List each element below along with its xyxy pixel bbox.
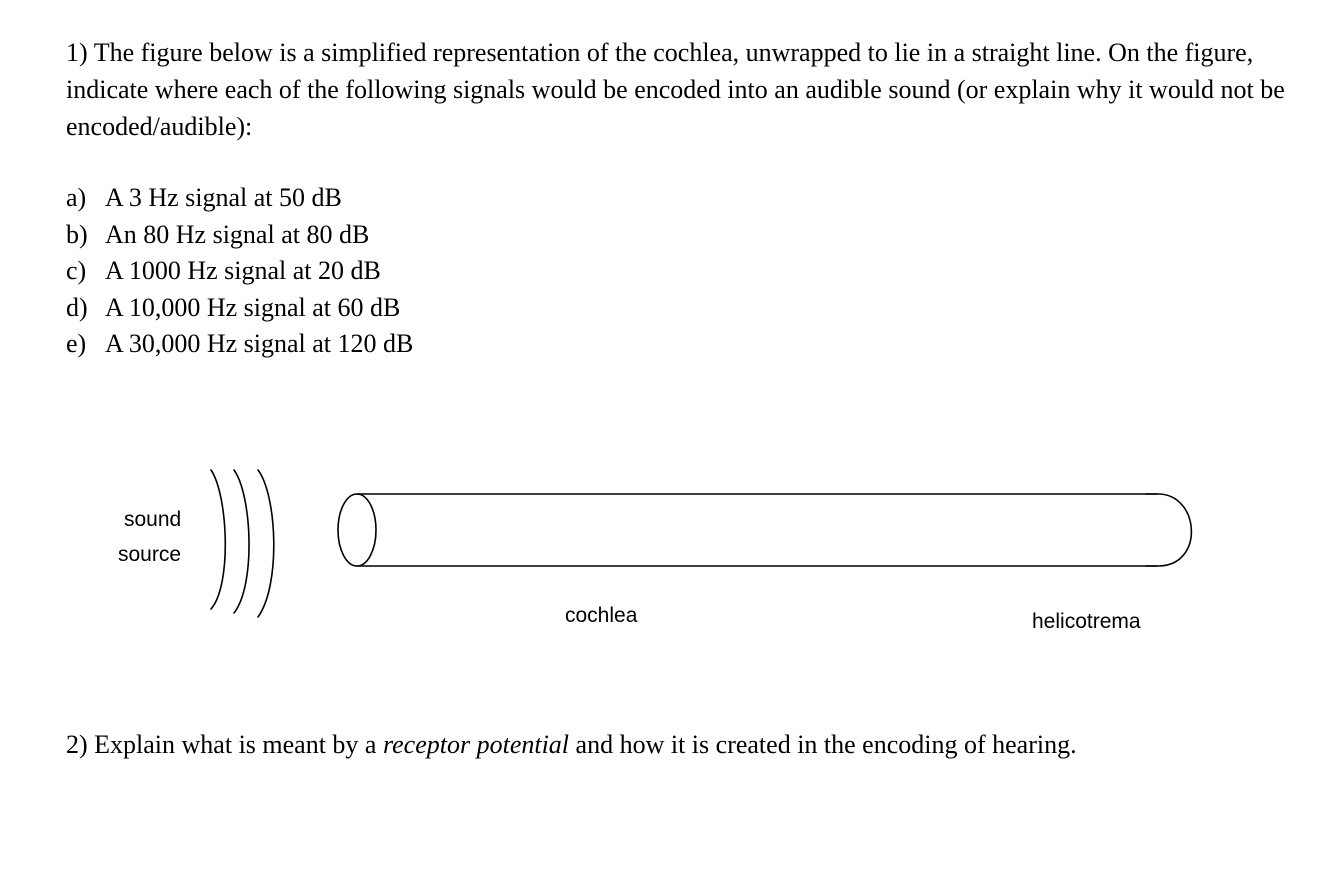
question-2-prefix: 2) Explain what is meant by a xyxy=(66,730,383,759)
helicotrema-end-curve xyxy=(1146,494,1191,566)
question-2-prompt xyxy=(66,726,1077,763)
question-1-prompt: 1) The figure below is a simplified representation of the cochlea, unwrapped to lie in a straight line. On the figure, indicate where each of the following signals would be encoded into an audible sound (or explain why it would not be encoded/audible): xyxy=(66,38,1285,141)
question-2-term: receptor potential xyxy=(382,730,570,759)
sound-source-label-line2: source xyxy=(118,543,182,566)
option-text: A 30,000 Hz signal at 120 dB xyxy=(105,329,414,358)
option-letter: b) xyxy=(66,219,88,249)
sound-wave-arc-inner xyxy=(211,470,225,609)
option-letter: a) xyxy=(66,183,87,212)
question-2-suffix: and how it is created in the encoding of hearing. xyxy=(569,730,1077,759)
sound-wave-arc-middle xyxy=(234,470,249,613)
option-letter: c) xyxy=(66,256,87,285)
option-letter: e) xyxy=(66,329,87,358)
sound-source-label-line1: sound xyxy=(124,508,182,531)
option-text: A 1000 Hz signal at 20 dB xyxy=(105,256,381,285)
cochlea-label: cochlea xyxy=(565,604,638,627)
option-text: A 10,000 Hz signal at 60 dB xyxy=(105,292,401,322)
option-letter: d) xyxy=(66,292,88,322)
helicotrema-label: helicotrema xyxy=(1032,610,1141,633)
cochlea-entrance-ellipse xyxy=(338,494,376,566)
option-text: An 80 Hz signal at 80 dB xyxy=(105,219,370,249)
option-text: A 3 Hz signal at 50 dB xyxy=(105,183,342,212)
sound-wave-arc-outer xyxy=(258,470,274,617)
